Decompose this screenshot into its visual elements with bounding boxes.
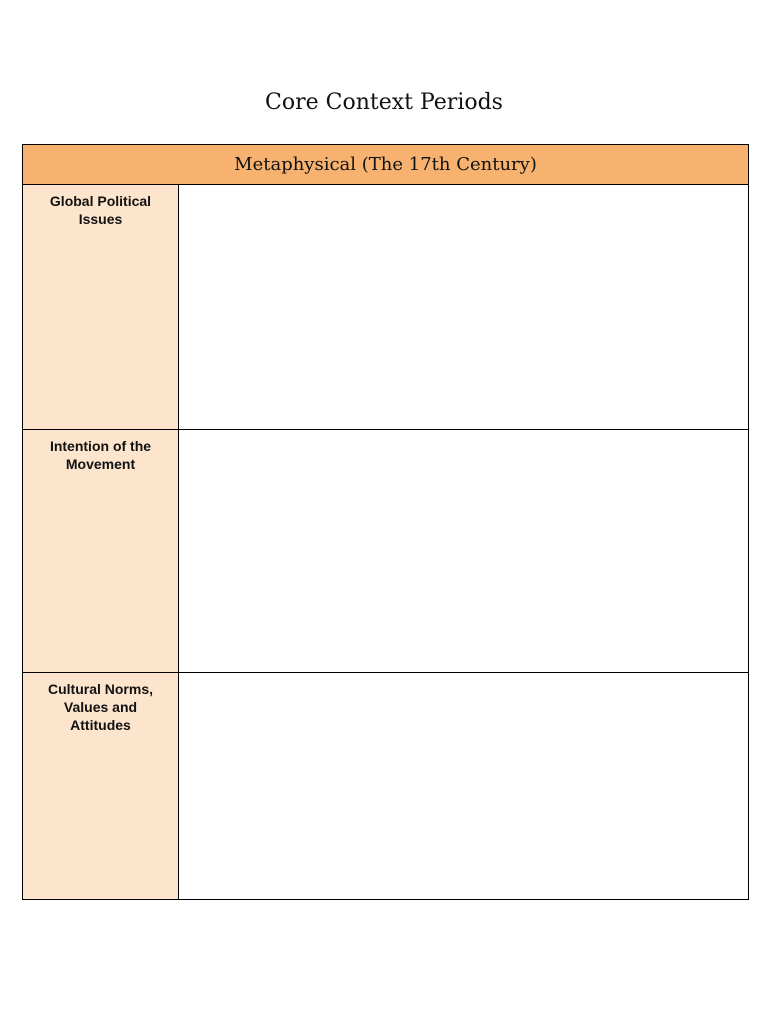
table-row [23,429,748,672]
row-label-intention-of-movement: Intention of the Movement [23,430,179,672]
context-table [22,144,749,900]
content-cell-cultural-norms[interactable] [179,673,748,899]
content-cell-intention-of-movement[interactable] [179,430,748,672]
content-cell-global-political-issues[interactable] [179,185,748,429]
page-title: Core Context Periods [265,90,503,115]
table-row [23,672,748,899]
row-label-global-political-issues: Global Political Issues [23,185,179,429]
row-label-cultural-norms: Cultural Norms, Values and Attitudes [23,673,179,899]
table-row [23,185,748,429]
table-header: Metaphysical (The 17th Century) [23,145,748,185]
